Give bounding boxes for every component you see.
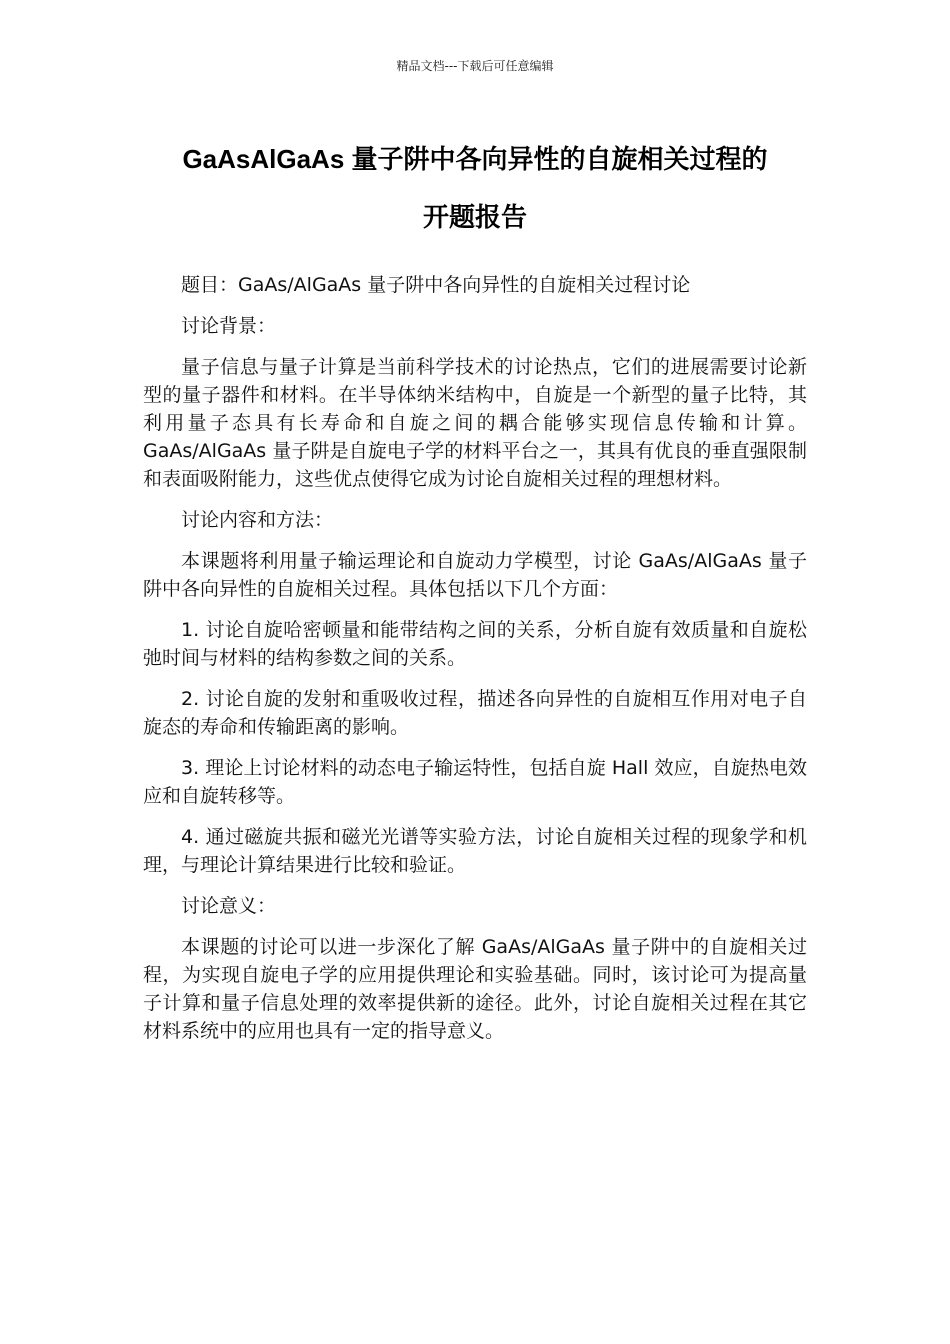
title-line-2: 开题报告 <box>422 202 527 232</box>
background-paragraph: 量子信息与量子计算是当前科学技术的讨论热点，它们的进展需要讨论新型的量子器件和材料。在半导体纳米结构中，自旋是一个新型的量子比特，其利用量子态具有长寿命和自旋之间的耦合能够实现信息传输和计算。GaAs/AlGaAs 量子阱是自旋电子学的材料平台之一，其具有优良的垂直强限制和表面吸附能力，这些优点使得它成为讨论自旋相关过程的理想材料。 <box>143 356 807 490</box>
topic-line: 题目：GaAs/AlGaAs 量子阱中各向异性的自旋相关过程讨论 <box>181 274 691 296</box>
method-item-2: 2. 讨论自旋的发射和重吸收过程，描述各向异性的自旋相互作用对电子自旋态的寿命和传输距离的影响。 <box>143 688 807 738</box>
page-header: 精品文档---下载后可任意编辑 <box>396 59 554 73</box>
methods-intro-paragraph: 本课题将利用量子输运理论和自旋动力学模型，讨论 GaAs/AlGaAs 量子阱中各向异性的自旋相关过程。具体包括以下几个方面： <box>143 550 807 600</box>
methods-label: 讨论内容和方法： <box>181 509 334 531</box>
background-label: 讨论背景： <box>181 315 277 337</box>
method-item-3: 3. 理论上讨论材料的动态电子输运特性，包括自旋 Hall 效应，自旋热电效应和自旋转移等。 <box>143 757 807 807</box>
significance-label: 讨论意义： <box>181 895 277 917</box>
title-line-1: GaAsAlGaAs 量子阱中各向异性的自旋相关过程的 <box>182 144 768 174</box>
document-body <box>143 271 807 1058</box>
document-title <box>110 130 840 246</box>
method-item-4: 4. 通过磁旋共振和磁光光谱等实验方法，讨论自旋相关过程的现象学和机理，与理论计算结果进行比较和验证。 <box>143 826 807 876</box>
method-item-1: 1. 讨论自旋哈密顿量和能带结构之间的关系，分析自旋有效质量和自旋松弛时间与材料的结构参数之间的关系。 <box>143 619 807 669</box>
significance-paragraph: 本课题的讨论可以进一步深化了解 GaAs/AlGaAs 量子阱中的自旋相关过程，为实现自旋电子学的应用提供理论和实验基础。同时，该讨论可为提高量子计算和量子信息处理的效率提供新的途径。此外，讨论自旋相关过程在其它材料系统中的应用也具有一定的指导意义。 <box>143 936 807 1042</box>
